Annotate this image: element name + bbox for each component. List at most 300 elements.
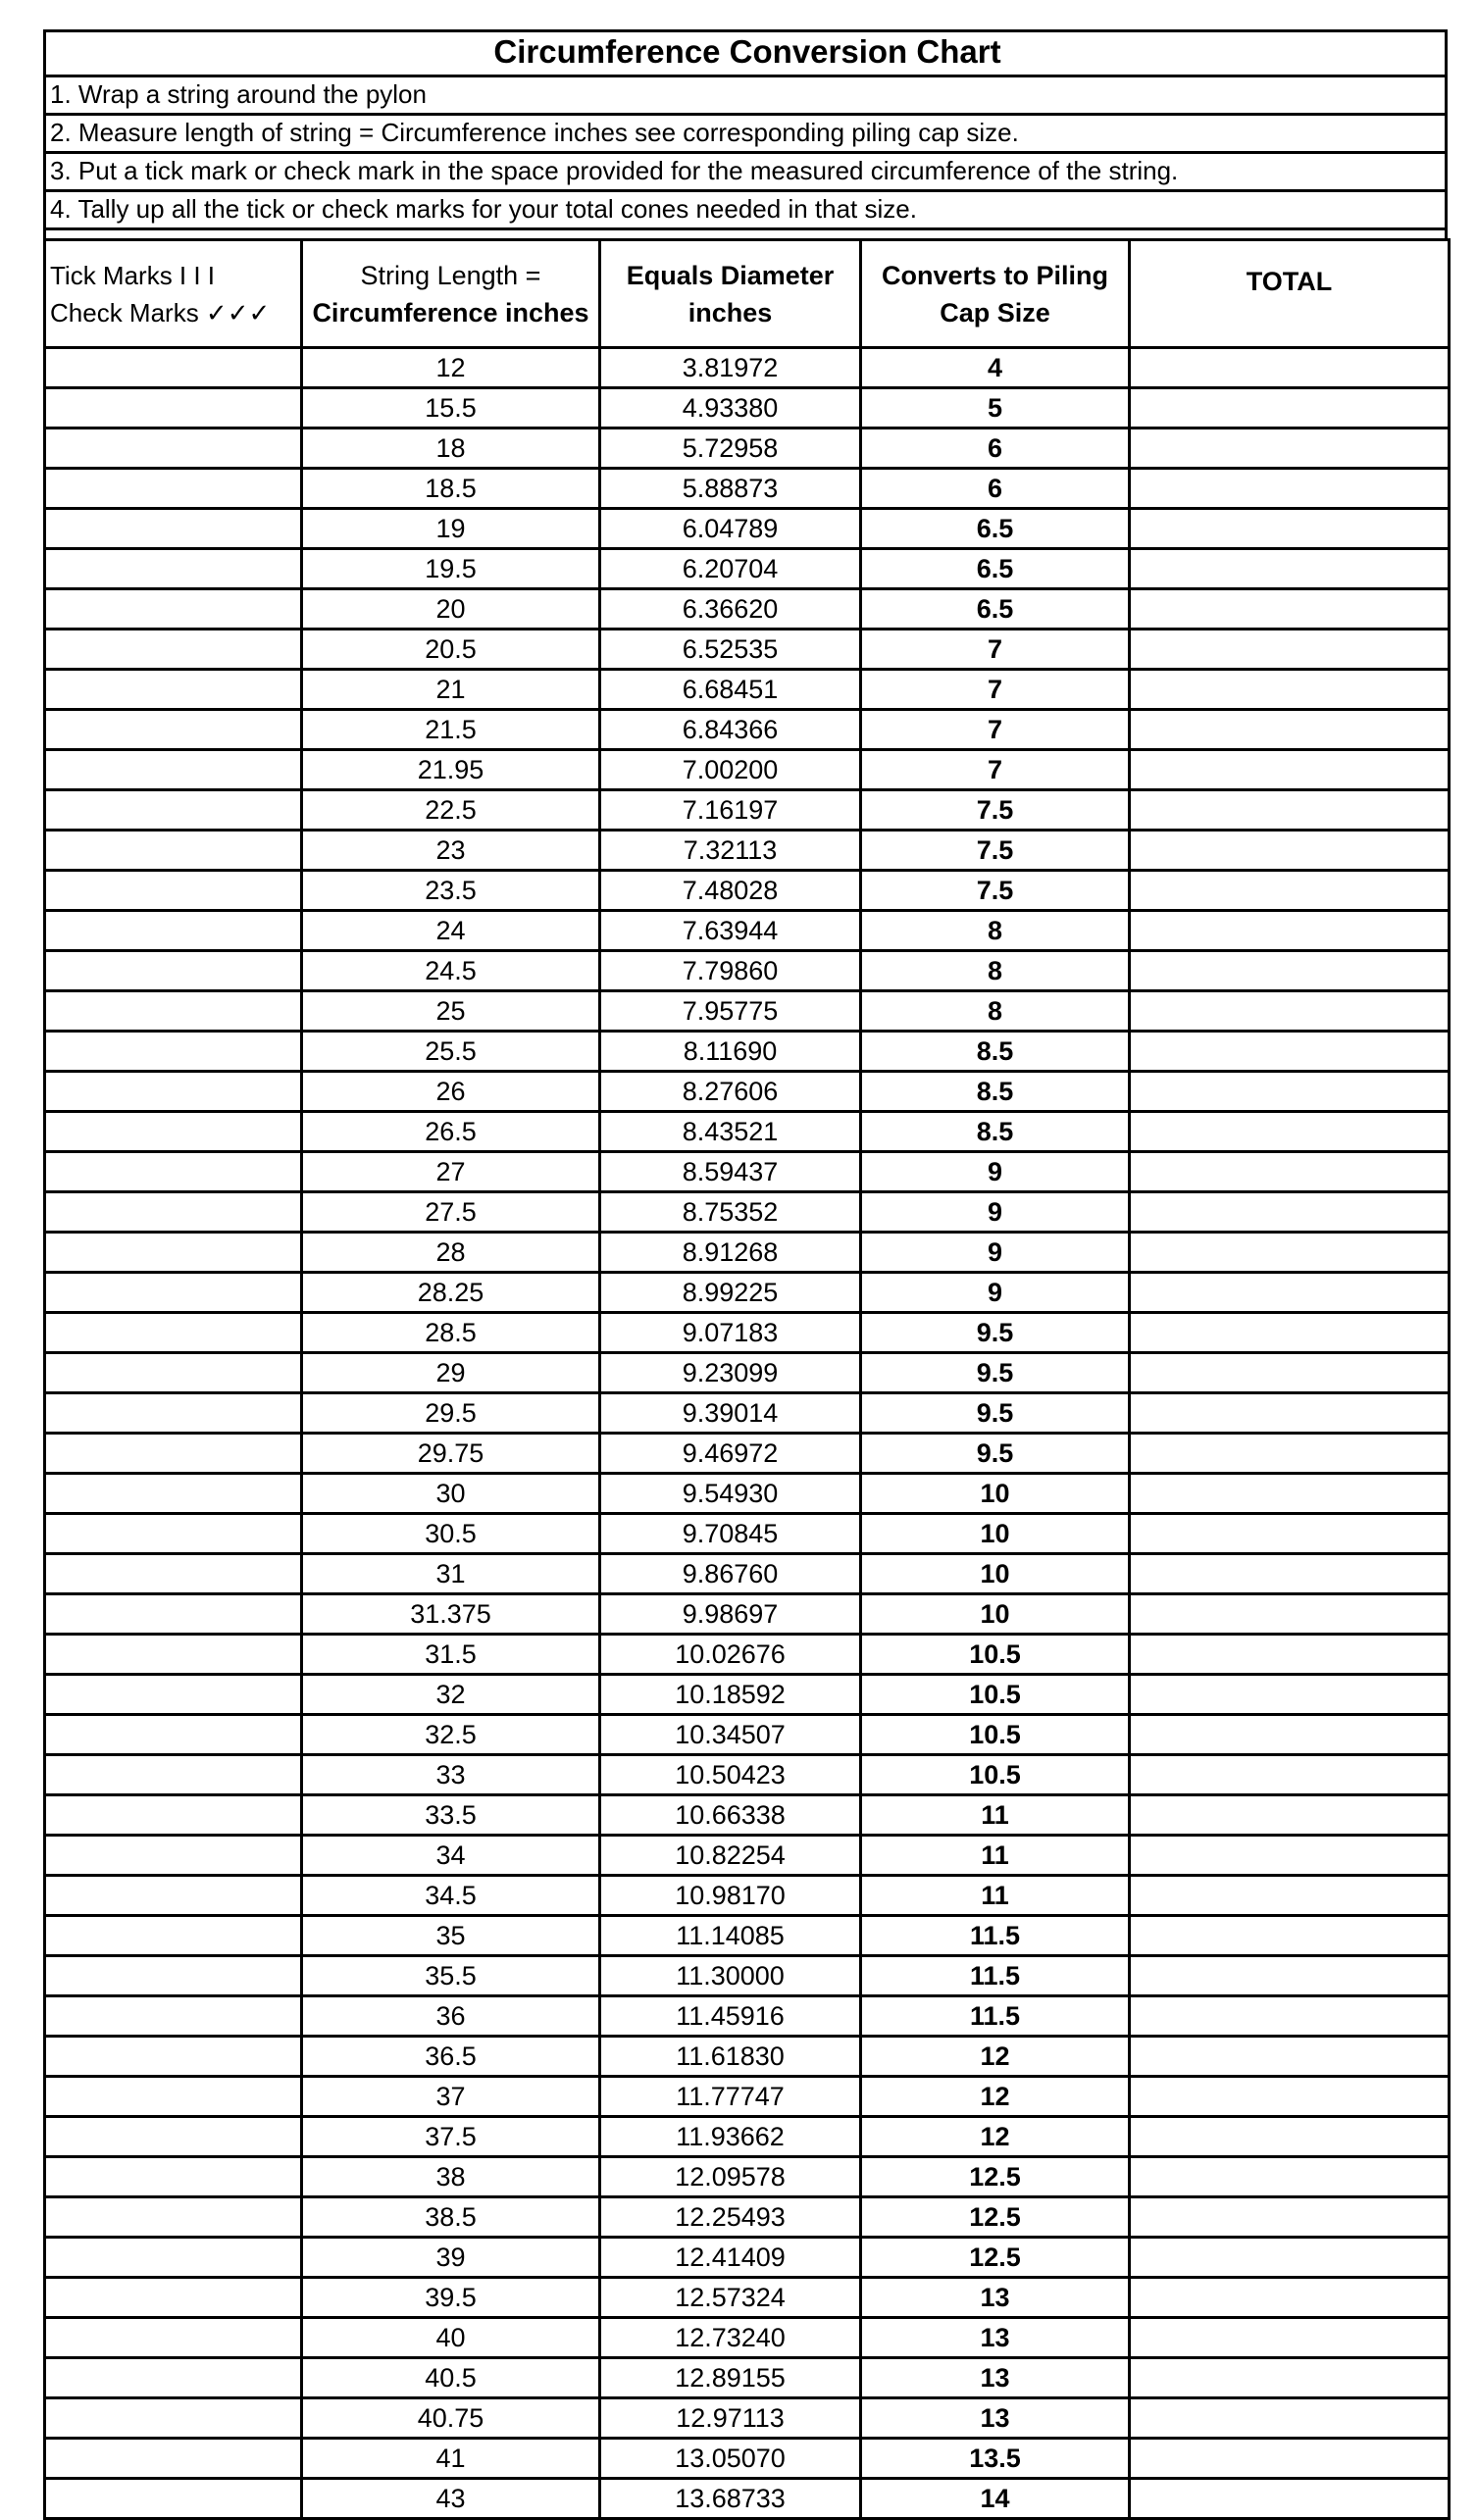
circumference-cell: 38.5 [302,2197,600,2238]
tick-mark-cell[interactable] [45,1192,302,1233]
tick-mark-cell[interactable] [45,951,302,991]
circumference-cell: 23 [302,831,600,871]
total-cell[interactable] [1130,2077,1450,2117]
tick-mark-cell[interactable] [45,991,302,1032]
circumference-cell: 33.5 [302,1795,600,1836]
tick-mark-cell[interactable] [45,2037,302,2077]
tick-mark-cell[interactable] [45,630,302,670]
tick-mark-cell[interactable] [45,2157,302,2197]
header-diameter-line2: inches [688,297,773,328]
tick-mark-cell[interactable] [45,1715,302,1755]
total-cell[interactable] [1130,1594,1450,1635]
total-cell[interactable] [1130,1434,1450,1474]
total-cell[interactable] [1130,1916,1450,1956]
diameter-cell: 9.98697 [600,1594,861,1635]
diameter-cell: 10.66338 [600,1795,861,1836]
diameter-cell: 12.89155 [600,2358,861,2398]
cap-size-cell: 6 [861,428,1130,469]
table-row [45,2358,1450,2398]
table-row [45,911,1450,951]
table-row [45,1996,1450,2037]
cap-size-cell: 7.5 [861,871,1130,911]
table-row [45,1916,1450,1956]
total-cell[interactable] [1130,2278,1450,2318]
total-cell[interactable] [1130,2398,1450,2439]
diameter-cell: 8.59437 [600,1152,861,1192]
header-cap-size-line1: Converts to Piling [881,260,1109,290]
circumference-cell: 37.5 [302,2117,600,2157]
tick-mark-cell[interactable] [45,1755,302,1795]
total-cell[interactable] [1130,428,1450,469]
tick-mark-cell[interactable] [45,2117,302,2157]
header-diameter [600,240,861,348]
total-cell[interactable] [1130,1956,1450,1996]
circumference-cell: 23.5 [302,871,600,911]
diameter-cell: 8.99225 [600,1273,861,1313]
table-row [45,871,1450,911]
total-cell[interactable] [1130,1795,1450,1836]
diameter-cell: 6.84366 [600,710,861,750]
table-row [45,348,1450,388]
tick-mark-cell[interactable] [45,1836,302,1876]
cap-size-cell: 7.5 [861,790,1130,831]
circumference-cell: 29 [302,1353,600,1393]
tick-mark-cell[interactable] [45,670,302,710]
diameter-cell: 3.81972 [600,348,861,388]
total-cell[interactable] [1130,469,1450,509]
header-tick-marks-line1: Tick Marks I I I [50,260,216,290]
tick-mark-cell[interactable] [45,348,302,388]
total-cell[interactable] [1130,1233,1450,1273]
total-cell[interactable] [1130,509,1450,549]
cap-size-cell: 11 [861,1795,1130,1836]
table-row [45,2278,1450,2318]
diameter-cell: 13.05070 [600,2439,861,2479]
tick-mark-cell[interactable] [45,1434,302,1474]
table-row [45,1393,1450,1434]
circumference-cell: 30.5 [302,1514,600,1554]
table-row [45,1755,1450,1795]
total-cell[interactable] [1130,549,1450,589]
cap-size-cell: 11 [861,1836,1130,1876]
cap-size-cell: 11.5 [861,1956,1130,1996]
circumference-cell: 34 [302,1836,600,1876]
diameter-cell: 8.11690 [600,1032,861,1072]
tick-mark-cell[interactable] [45,1474,302,1514]
table-row [45,670,1450,710]
total-cell[interactable] [1130,1112,1450,1152]
table-row [45,589,1450,630]
total-cell[interactable] [1130,1876,1450,1916]
diameter-cell: 10.50423 [600,1755,861,1795]
total-cell[interactable] [1130,1836,1450,1876]
diameter-cell: 11.30000 [600,1956,861,1996]
total-cell[interactable] [1130,871,1450,911]
header-string-length-line1: String Length = [360,260,541,290]
diameter-cell: 9.54930 [600,1474,861,1514]
table-row [45,1554,1450,1594]
table-row [45,2439,1450,2479]
diameter-cell: 6.68451 [600,670,861,710]
diameter-cell: 9.07183 [600,1313,861,1353]
total-cell[interactable] [1130,2358,1450,2398]
diameter-cell: 6.20704 [600,549,861,589]
cap-size-cell: 9 [861,1192,1130,1233]
circumference-cell: 37 [302,2077,600,2117]
cap-size-cell: 7 [861,630,1130,670]
tick-mark-cell[interactable] [45,911,302,951]
table-row [45,790,1450,831]
diameter-cell: 12.57324 [600,2278,861,2318]
cap-size-cell: 12.5 [861,2157,1130,2197]
circumference-cell: 24 [302,911,600,951]
total-cell[interactable] [1130,790,1450,831]
total-cell[interactable] [1130,1755,1450,1795]
cap-size-cell: 9.5 [861,1434,1130,1474]
total-cell[interactable] [1130,831,1450,871]
table-row [45,2157,1450,2197]
tick-mark-cell[interactable] [45,1273,302,1313]
diameter-cell: 7.63944 [600,911,861,951]
circumference-cell: 31.5 [302,1635,600,1675]
total-cell[interactable] [1130,1192,1450,1233]
tick-mark-cell[interactable] [45,2077,302,2117]
circumference-cell: 38 [302,2157,600,2197]
diameter-cell: 9.39014 [600,1393,861,1434]
cap-size-cell: 12.5 [861,2197,1130,2238]
total-cell[interactable] [1130,1514,1450,1554]
cap-size-cell: 10 [861,1554,1130,1594]
header-tick-marks [45,240,302,348]
total-cell[interactable] [1130,1313,1450,1353]
header-diameter-line1: Equals Diameter [626,260,835,290]
cap-size-cell: 10 [861,1474,1130,1514]
tick-mark-cell[interactable] [45,2439,302,2479]
cap-size-cell: 13 [861,2278,1130,2318]
circumference-cell: 40.75 [302,2398,600,2439]
diameter-cell: 12.41409 [600,2238,861,2278]
total-cell[interactable] [1130,1273,1450,1313]
cap-size-cell: 9 [861,1273,1130,1313]
total-cell[interactable] [1130,1072,1450,1112]
table-row [45,428,1450,469]
diameter-cell: 8.43521 [600,1112,861,1152]
circumference-cell: 28.25 [302,1273,600,1313]
total-cell[interactable] [1130,2439,1450,2479]
total-cell[interactable] [1130,388,1450,428]
tick-mark-cell[interactable] [45,790,302,831]
diameter-cell: 12.73240 [600,2318,861,2358]
circumference-cell: 40.5 [302,2358,600,2398]
tick-mark-cell[interactable] [45,2398,302,2439]
circumference-cell: 30 [302,1474,600,1514]
tick-mark-cell[interactable] [45,1393,302,1434]
table-row [45,1514,1450,1554]
conversion-table [43,238,1451,2520]
cap-size-cell: 9.5 [861,1393,1130,1434]
circumference-cell: 28.5 [302,1313,600,1353]
tick-mark-cell[interactable] [45,1112,302,1152]
table-row [45,2398,1450,2439]
circumference-cell: 40 [302,2318,600,2358]
table-row [45,1313,1450,1353]
tick-mark-cell[interactable] [45,1916,302,1956]
total-cell[interactable] [1130,1032,1450,1072]
total-cell[interactable] [1130,951,1450,991]
diameter-cell: 12.97113 [600,2398,861,2439]
total-cell[interactable] [1130,1715,1450,1755]
tick-mark-cell[interactable] [45,1072,302,1112]
table-row [45,1956,1450,1996]
table-row [45,1032,1450,1072]
total-cell[interactable] [1130,2037,1450,2077]
circumference-cell: 19 [302,509,600,549]
tick-mark-cell[interactable] [45,1876,302,1916]
tick-mark-cell[interactable] [45,1635,302,1675]
circumference-cell: 41 [302,2439,600,2479]
table-row [45,951,1450,991]
cap-size-cell: 10.5 [861,1755,1130,1795]
diameter-cell: 5.72958 [600,428,861,469]
total-cell[interactable] [1130,2318,1450,2358]
circumference-cell: 21 [302,670,600,710]
table-row [45,1152,1450,1192]
header-string-length [302,240,600,348]
circumference-cell: 26 [302,1072,600,1112]
total-cell[interactable] [1130,750,1450,790]
table-row [45,1192,1450,1233]
cap-size-cell: 12 [861,2117,1130,2157]
total-cell[interactable] [1130,1393,1450,1434]
cap-size-cell: 7 [861,710,1130,750]
table-row [45,1635,1450,1675]
tick-mark-cell[interactable] [45,509,302,549]
total-cell[interactable] [1130,1996,1450,2037]
cap-size-cell: 13 [861,2398,1130,2439]
diameter-cell: 7.48028 [600,871,861,911]
tick-mark-cell[interactable] [45,428,302,469]
circumference-cell: 35.5 [302,1956,600,1996]
cap-size-cell: 5 [861,388,1130,428]
tick-mark-cell[interactable] [45,2479,302,2519]
table-row [45,1474,1450,1514]
table-row [45,2117,1450,2157]
table-row [45,1675,1450,1715]
cap-size-cell: 4 [861,348,1130,388]
cap-size-cell: 7 [861,750,1130,790]
diameter-cell: 8.75352 [600,1192,861,1233]
diameter-cell: 6.04789 [600,509,861,549]
circumference-cell: 15.5 [302,388,600,428]
circumference-cell: 21.5 [302,710,600,750]
tick-mark-cell[interactable] [45,1032,302,1072]
diameter-cell: 7.79860 [600,951,861,991]
total-cell[interactable] [1130,630,1450,670]
header-cap-size-line2: Cap Size [940,297,1050,328]
diameter-cell: 6.36620 [600,589,861,630]
total-cell[interactable] [1130,1635,1450,1675]
diameter-cell: 10.02676 [600,1635,861,1675]
total-cell[interactable] [1130,2157,1450,2197]
tick-mark-cell[interactable] [45,549,302,589]
cap-size-cell: 13 [861,2358,1130,2398]
total-cell[interactable] [1130,348,1450,388]
diameter-cell: 11.14085 [600,1916,861,1956]
tick-mark-cell[interactable] [45,2238,302,2278]
circumference-cell: 18.5 [302,469,600,509]
cap-size-cell: 10.5 [861,1675,1130,1715]
cap-size-cell: 8.5 [861,1072,1130,1112]
tick-mark-cell[interactable] [45,1353,302,1393]
table-row [45,831,1450,871]
instruction-1: 1. Wrap a string around the pylon [43,75,1448,113]
cap-size-cell: 7 [861,670,1130,710]
cap-size-cell: 9.5 [861,1353,1130,1393]
circumference-cell: 35 [302,1916,600,1956]
table-row [45,1273,1450,1313]
header-total: TOTAL [1130,240,1450,348]
circumference-cell: 25 [302,991,600,1032]
diameter-cell: 11.77747 [600,2077,861,2117]
circumference-cell: 29.5 [302,1393,600,1434]
table-row [45,2479,1450,2519]
total-cell[interactable] [1130,2238,1450,2278]
diameter-cell: 13.68733 [600,2479,861,2519]
circumference-cell: 25.5 [302,1032,600,1072]
table-body [45,348,1450,2519]
circumference-cell: 21.95 [302,750,600,790]
circumference-cell: 20.5 [302,630,600,670]
table-row [45,388,1450,428]
circumference-cell: 36 [302,1996,600,2037]
cap-size-cell: 13.5 [861,2439,1130,2479]
chart-title: Circumference Conversion Chart [43,29,1448,75]
tick-mark-cell[interactable] [45,1675,302,1715]
tick-mark-cell[interactable] [45,1594,302,1635]
diameter-cell: 9.86760 [600,1554,861,1594]
diameter-cell: 8.27606 [600,1072,861,1112]
circumference-cell: 29.75 [302,1434,600,1474]
tick-mark-cell[interactable] [45,1956,302,1996]
cap-size-cell: 10.5 [861,1715,1130,1755]
table-row [45,2197,1450,2238]
table-row [45,469,1450,509]
header-check-marks-line2: Check Marks ✓✓✓ [50,297,271,328]
circumference-cell: 28 [302,1233,600,1273]
cap-size-cell: 9 [861,1233,1130,1273]
table-row [45,1233,1450,1273]
tick-mark-cell[interactable] [45,710,302,750]
cap-size-cell: 7.5 [861,831,1130,871]
circumference-cell: 31 [302,1554,600,1594]
cap-size-cell: 11.5 [861,1996,1130,2037]
tick-mark-cell[interactable] [45,750,302,790]
table-row [45,710,1450,750]
tick-mark-cell[interactable] [45,2358,302,2398]
cap-size-cell: 6.5 [861,589,1130,630]
cap-size-cell: 10.5 [861,1635,1130,1675]
tick-mark-cell[interactable] [45,1233,302,1273]
diameter-cell: 6.52535 [600,630,861,670]
diameter-cell: 9.23099 [600,1353,861,1393]
table-row [45,630,1450,670]
diameter-cell: 11.61830 [600,2037,861,2077]
cap-size-cell: 8.5 [861,1032,1130,1072]
diameter-cell: 12.25493 [600,2197,861,2238]
total-cell[interactable] [1130,1152,1450,1192]
total-cell[interactable] [1130,1353,1450,1393]
total-cell[interactable] [1130,991,1450,1032]
table-header-row [45,240,1450,348]
cap-size-cell: 9.5 [861,1313,1130,1353]
diameter-cell: 11.93662 [600,2117,861,2157]
table-row [45,2037,1450,2077]
diameter-cell: 4.93380 [600,388,861,428]
circumference-cell: 36.5 [302,2037,600,2077]
total-cell[interactable] [1130,1474,1450,1514]
tick-mark-cell[interactable] [45,1514,302,1554]
circumference-cell: 18 [302,428,600,469]
tick-mark-cell[interactable] [45,1996,302,2037]
total-cell[interactable] [1130,2479,1450,2519]
tick-mark-cell[interactable] [45,589,302,630]
circumference-cell: 12 [302,348,600,388]
tick-mark-cell[interactable] [45,1795,302,1836]
total-cell[interactable] [1130,1675,1450,1715]
cap-size-cell: 6 [861,469,1130,509]
circumference-cell: 26.5 [302,1112,600,1152]
tick-mark-cell[interactable] [45,2197,302,2238]
diameter-cell: 10.34507 [600,1715,861,1755]
circumference-cell: 31.375 [302,1594,600,1635]
diameter-cell: 7.16197 [600,790,861,831]
total-cell[interactable] [1130,2117,1450,2157]
total-cell[interactable] [1130,589,1450,630]
total-cell[interactable] [1130,911,1450,951]
table-row [45,1795,1450,1836]
tick-mark-cell[interactable] [45,2318,302,2358]
table-row [45,1434,1450,1474]
table-row [45,1353,1450,1393]
tick-mark-cell[interactable] [45,469,302,509]
tick-mark-cell[interactable] [45,1554,302,1594]
circumference-cell: 32 [302,1675,600,1715]
circumference-cell: 19.5 [302,549,600,589]
total-cell[interactable] [1130,2197,1450,2238]
total-cell[interactable] [1130,710,1450,750]
diameter-cell: 7.32113 [600,831,861,871]
cap-size-cell: 13 [861,2318,1130,2358]
circumference-cell: 27.5 [302,1192,600,1233]
total-cell[interactable] [1130,1554,1450,1594]
tick-mark-cell[interactable] [45,2278,302,2318]
tick-mark-cell[interactable] [45,831,302,871]
cap-size-cell: 11.5 [861,1916,1130,1956]
circumference-cell: 24.5 [302,951,600,991]
table-row [45,549,1450,589]
tick-mark-cell[interactable] [45,1152,302,1192]
instruction-3: 3. Put a tick mark or check mark in the space provided for the measured circumference of the string. [43,151,1448,189]
diameter-cell: 10.98170 [600,1876,861,1916]
tick-mark-cell[interactable] [45,388,302,428]
tick-mark-cell[interactable] [45,871,302,911]
cap-size-cell: 6.5 [861,549,1130,589]
cap-size-cell: 12 [861,2077,1130,2117]
tick-mark-cell[interactable] [45,1313,302,1353]
table-row [45,1594,1450,1635]
diameter-cell: 5.88873 [600,469,861,509]
total-cell[interactable] [1130,670,1450,710]
